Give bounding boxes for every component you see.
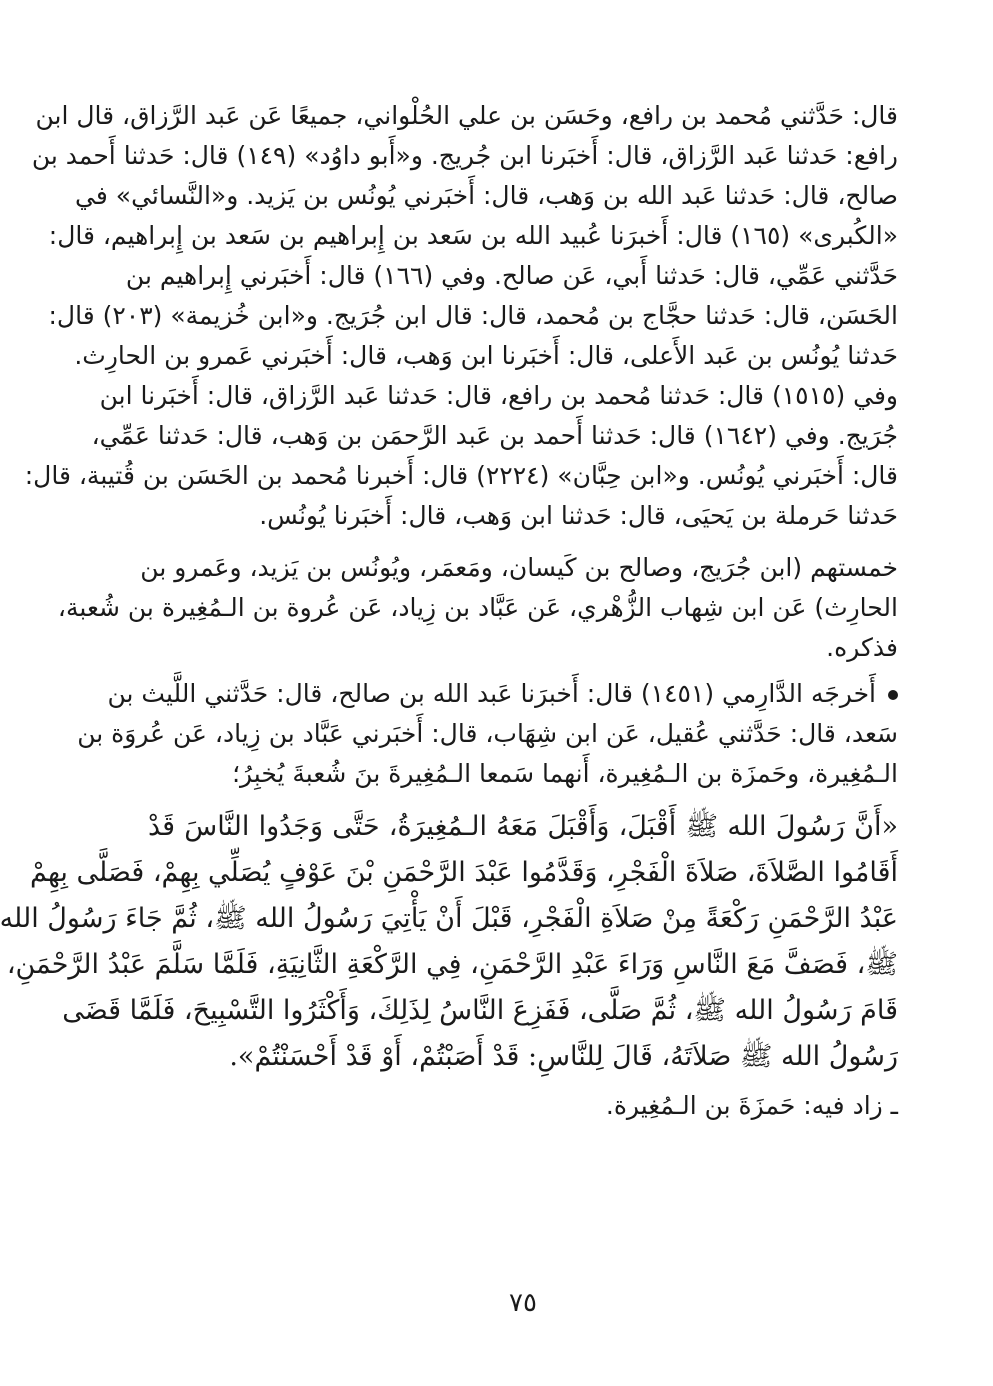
- text-line: «الكُبرى» (١٦٥) قال: أَخبرَنا عُبيد الله بن سَعد بن إِبراهيم بن سَعد بن إِبراهيم، قال:: [48, 221, 898, 250]
- text-line: حَدَّثني عَمِّي، قال: حَدثنا أَبي، عَن صالح. وفي (١٦٦) قال: أَخبَرني إِبراهيم بن: [125, 261, 898, 290]
- text-line: الحارِث) عَن ابن شِهاب الزُّهْري، عَن عَبَّاد بن زِياد، عَن عُروة بن الـمُغِيرة بن شُعبة،: [57, 593, 898, 622]
- paragraph-narration-chain: [24, 96, 898, 536]
- text-line: حَدثنا يُونُس بن عَبد الأَعلى، قال: أَخبَرنا ابن وَهب، قال: أَخبَرني عَمرو بن الحارِث.: [74, 341, 898, 370]
- text-line: خمستهم (ابن جُرَيج، وصالح بن كَيسان، ومَعمَر، ويُونُس بن يَزيد، وعَمرو بن: [140, 553, 898, 582]
- text-line: سَعد، قال: حَدَّثني عُقيل، عَن ابن شِهَاب، قال: أَخبَرني عَبَّاد بن زِياد، عَن عُروَة بن: [77, 719, 898, 748]
- text-line: أَخرجَه الدَّارِمي (١٤٥١) قال: أَخبرَنا عَبد الله بن صالح، قال: حَدَّثني اللَّيث بن: [107, 679, 876, 708]
- addition-note: ـ زاد فيه: حَمزَةَ بن الـمُغِيرة.: [605, 1091, 898, 1120]
- hadith-line: قَامَ رَسُولُ الله ﷺ، ثُمَّ صَلَّى، فَفَزِعَ النَّاسُ لِذَلِكَ، وَأَكْثَرُوا التَّسْبِيحَ، فَلَمَّا قَضَى: [62, 995, 898, 1026]
- paragraph-summary: [57, 548, 898, 668]
- bullet-line: [107, 674, 898, 714]
- hadith-line: «أَنَّ رَسُولَ الله ﷺ أَقْبَلَ، وَأَقْبَلَ مَعَهُ الـمُغِيرَةُ، حَتَّى وَجَدُوا النَّاسَ قَدْ: [148, 811, 898, 842]
- text-line: صالح، قال: حَدثنا عَبد الله بن وَهب، قال: أَخبَرني يُونُس بن يَزيد. و«النَّسائي» في: [75, 181, 898, 210]
- text-line: الـمُغِيرة، وحَمزَة بن الـمُغِيرة، أَنهما سَمعا الـمُغِيرةَ بنَ شُعبةَ يُخبِرُ؛: [232, 759, 898, 788]
- text-line: رافع: حَدثنا عَبد الرَّزاق، قال: أَخبَرنا ابن جُريج. و«أَبو داوُد» (١٤٩) قال: حَدثنا أَحمد بن: [31, 141, 898, 170]
- text-line: قال: حَدَّثني مُحمد بن رافع، وحَسَن بن علي الحُلْواني، جميعًا عَن عَبد الرَّزاق، قال ابن: [35, 101, 898, 130]
- paragraph-darimi-chain: [77, 674, 898, 794]
- hadith-line: ﷺ، فَصَفَّ مَعَ النَّاسِ وَرَاءَ عَبْدِ الرَّحْمَنِ، فِي الرَّكْعَةِ الثَّانِيَةِ، فَلَمَّا سَلَّمَ عَبْدُ الرَّحْمَنِ،: [6, 949, 898, 980]
- bullet-icon: [888, 690, 898, 700]
- text-line: فذكره.: [826, 633, 898, 662]
- hadith-text: [0, 804, 898, 1080]
- page-number: ٧٥: [509, 1288, 537, 1318]
- text-line: قال: أَخبَرني يُونُس. و«ابن حِبَّان» (٢٢٢٤) قال: أَخبرنا مُحمد بن الحَسَن بن قُتيبة، قال:: [24, 461, 898, 490]
- hadith-line: عَبْدُ الرَّحْمَنِ رَكْعَةً مِنْ صَلاَةِ الْفَجْرِ، قَبْلَ أَنْ يَأْتِيَ رَسُولُ الله ﷺ، ثُمَّ جَاءَ رَسُولُ الله: [0, 903, 898, 934]
- page-body: [0, 96, 898, 1386]
- text-line: الحَسَن، قال: حَدثنا حجَّاج بن مُحمد، قال: قال ابن جُرَيج. و«ابن خُزيمة» (٢٠٣) قال:: [48, 301, 898, 330]
- text-line: حَدثنا حَرملة بن يَحيَى، قال: حَدثنا ابن وَهب، قال: أَخبَرنا يُونُس.: [259, 501, 898, 530]
- hadith-line: أَقَامُوا الصَّلاَةَ، صَلاَةَ الْفَجْرِ، وَقَدَّمُوا عَبْدَ الرَّحْمَنِ بْنَ عَوْفٍ يُصَلِّي بِهِمْ، فَصَلَّى بِهِمْ: [29, 857, 898, 888]
- text-line: وفي (١٥١٥) قال: حَدثنا مُحمد بن رافع، قال: حَدثنا عَبد الرَّزاق، قال: أَخبَرنا ابن: [99, 381, 898, 410]
- hadith-line: رَسُولُ الله ﷺ صَلاَتَهُ، قَالَ لِلنَّاسِ: قَدْ أَصَبْتُمْ، أَوْ قَدْ أَحْسَنْتُمْ».: [229, 1041, 898, 1072]
- text-line: جُرَيج. وفي (١٦٤٢) قال: حَدثنا أَحمد بن عَبد الرَّحمَن بن وَهب، قال: حَدثنا عَمِّي،: [91, 421, 898, 450]
